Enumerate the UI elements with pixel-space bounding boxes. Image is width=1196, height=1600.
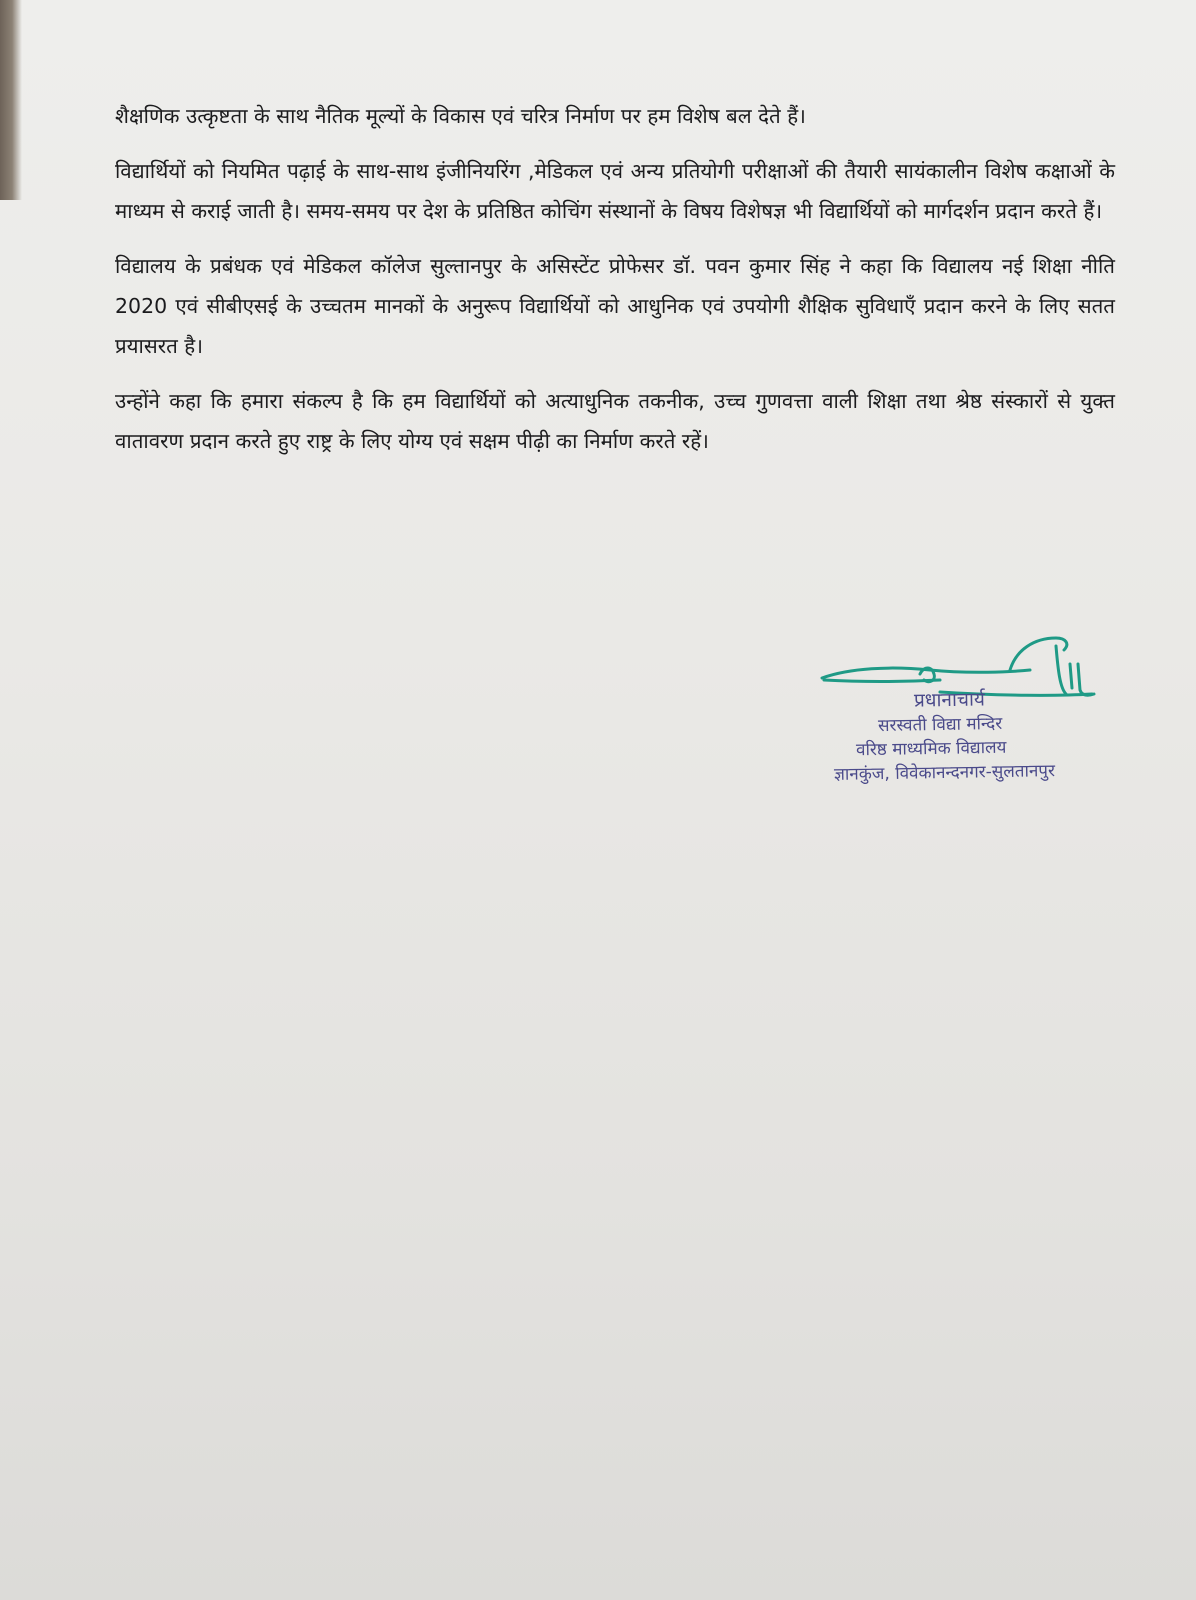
stamp-address: ज्ञानकुंज, विवेकानन्दनगर-सुलतानपुर <box>833 761 1056 785</box>
paragraph-1: शैक्षणिक उत्कृष्टता के साथ नैतिक मूल्यों के विकास एवं चरित्र निर्माण पर हम विशेष बल देते हैं। <box>115 104 806 128</box>
page-edge-shadow <box>0 0 22 200</box>
stamp-school-name: सरस्वती विद्या मन्दिर <box>877 713 1003 737</box>
stamp-title: प्रधानाचार्य <box>913 688 986 712</box>
paragraph-2: विद्यार्थियों को नियमित पढ़ाई के साथ-साथ इंजीनियरिंग ,मेडिकल एवं अन्य प्रतियोगी परीक्षाओं की तैयारी सायंकालीन विशेष कक्षाओं के माध्यम से कराई जाती है। समय-समय पर देश के प्रतिष्ठित कोचिंग संस्थानों के विषय विशेषज्ञ भी विद्यार्थियों को मार्गदर्शन प्रदान करते हैं। <box>115 159 1115 223</box>
signature-stamp-block <box>820 630 1150 820</box>
stamp-school-level: वरिष्ठ माध्यमिक विद्यालय <box>855 737 1007 761</box>
letter-body <box>115 96 1115 476</box>
paragraph-3: विद्यालय के प्रबंधक एवं मेडिकल कॉलेज सुल्तानपुर के असिस्टेंट प्रोफेसर डॉ. पवन कुमार सिंह ने कहा कि विद्यालय नई शिक्षा नीति 2020 एवं सीबीएसई के उच्चतम मानकों के अनुरूप विद्यार्थियों को आधुनिक एवं उपयोगी शैक्षिक सुविधाएँ प्रदान करने के लिए सतत प्रयासरत है। <box>115 254 1115 358</box>
paragraph-4: उन्होंने कहा कि हमारा संकल्प है कि हम विद्यार्थियों को अत्याधुनिक तकनीक, उच्च गुणवत्ता वाली शिक्षा तथा श्रेष्ठ संस्कारों से युक्त वातावरण प्रदान करते हुए राष्ट्र के लिए योग्य एवं सक्षम पीढ़ी का निर्माण करते रहें। <box>115 389 1115 453</box>
